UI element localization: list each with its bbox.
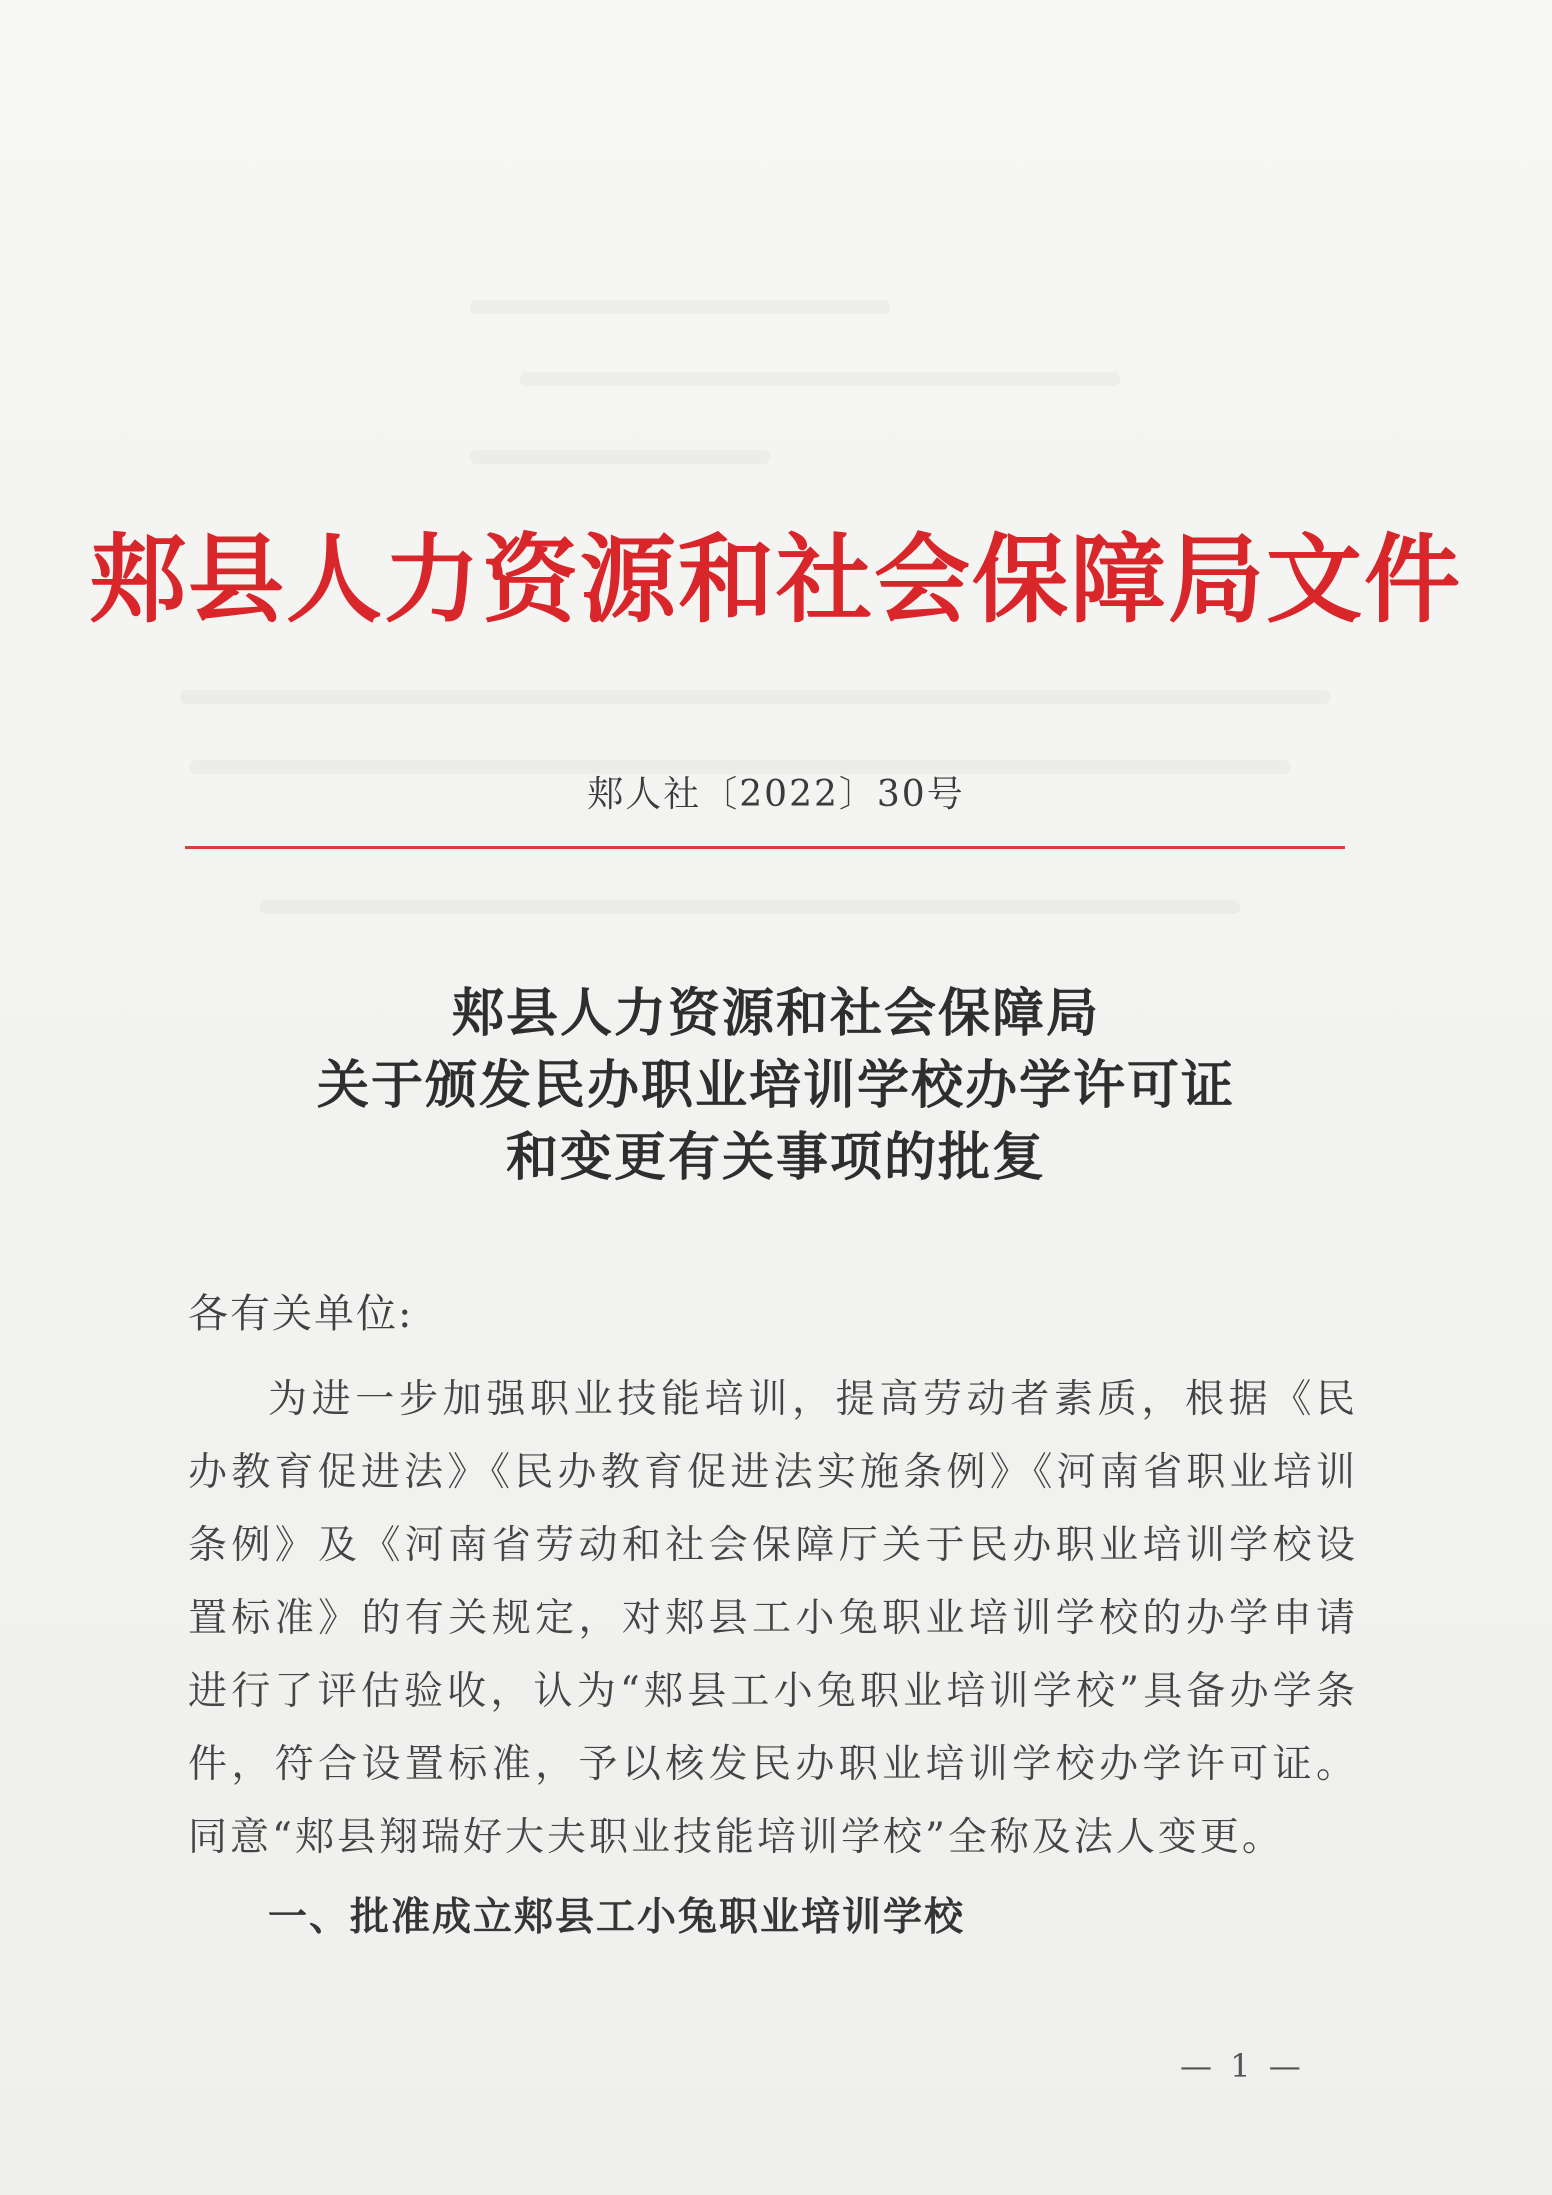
bleed-through-mark — [470, 450, 770, 464]
document-number: 郏人社〔2022〕30号 — [587, 774, 965, 815]
bleed-through-mark — [520, 372, 1120, 386]
bleed-through-mark — [470, 300, 890, 314]
body-paragraph: 为进一步加强职业技能培训，提高劳动者素质，根据《民办教育促进法》《民办教育促进法实施条例》《河南省职业培训条例》及《河南省劳动和社会保障厅关于民办职业培训学校设置标准》的有关规定，对郏县工小兔职业培训学校的办学申请进行了评估验收，认为“郏县工小兔职业培训学校”具备办学条件，符合设置标准，予以核发民办职业培训学校办学许可证。同意“郏县翔瑞好大夫职业技能培训学校”全称及法人变更。 — [188, 1377, 1358, 1860]
red-divider-rule — [185, 846, 1345, 849]
subject-line: 和变更有关事项的批复 — [505, 1127, 1046, 1188]
subject-line: 关于颁发民办职业培训学校办学许可证 — [316, 1055, 1235, 1116]
section-heading: 一、批准成立郏县工小兔职业培训学校 — [268, 1894, 966, 1940]
document-subject — [0, 978, 1552, 1194]
header-title: 郏县人力资源和社会保障局文件 — [90, 523, 1462, 636]
addressee: 各有关单位: — [188, 1291, 414, 1337]
subject-line: 郏县人力资源和社会保障局 — [451, 983, 1100, 1044]
bleed-through-mark — [260, 900, 1240, 914]
bleed-through-mark — [180, 690, 1330, 704]
page-number: — 1 — — [1180, 2047, 1305, 2085]
